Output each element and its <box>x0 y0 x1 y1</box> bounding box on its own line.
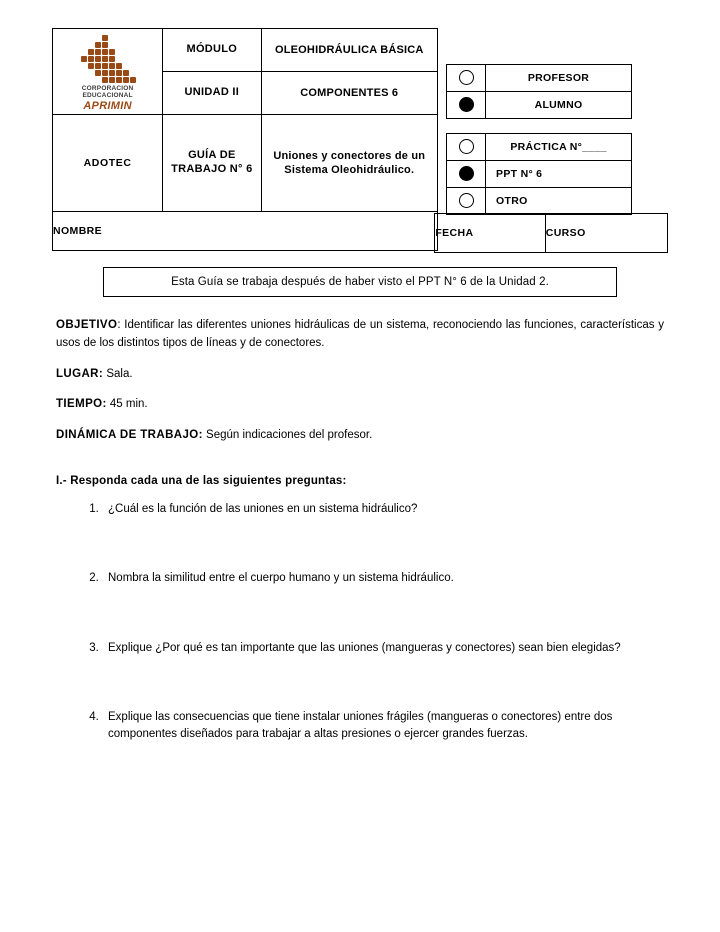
role-option-row[interactable] <box>447 92 632 119</box>
nombre-field[interactable]: NOMBRE <box>53 212 438 251</box>
unidad-value: COMPONENTES 6 <box>261 72 438 115</box>
type-option-table <box>446 133 632 215</box>
aprimin-logo-icon <box>81 35 135 83</box>
logo-line3: APRIMIN <box>83 99 132 112</box>
role-option-row[interactable] <box>447 65 632 92</box>
type-option-marker-ppt[interactable] <box>447 161 486 188</box>
list-item: 4. Explique las consecuencias que tiene instalar uniones frágiles (mangueras o conectores) entre dos componentes diseñados para trabajar a altas presiones o ejercer grandes fuerzas. <box>102 709 664 744</box>
dinamica-paragraph <box>56 427 664 445</box>
lugar-text: Sala. <box>103 367 133 380</box>
list-item: 1. ¿Cuál es la función de las uniones en un sistema hidráulico? <box>102 501 664 518</box>
logo-line2: EDUCACIONAL <box>82 92 133 100</box>
type-option-label-practica: PRÁCTICA N°____ <box>486 134 632 161</box>
role-option-marker-professor[interactable] <box>447 65 486 92</box>
objetivo-text: : Identificar las diferentes uniones hidráulicas de un sistema, reconociendo las funciones, características y usos de los distintos tipos de líneas y de conectores. <box>56 319 664 349</box>
logo-line1: CORPORACION <box>81 85 134 92</box>
questions-list <box>56 501 664 743</box>
tiempo-text: 45 min. <box>106 398 148 411</box>
role-option-label-professor: PROFESOR <box>486 65 632 92</box>
dinamica-label: DINÁMICA DE TRABAJO: <box>56 429 203 442</box>
unidad-label: UNIDAD II <box>163 72 261 115</box>
fecha-field[interactable]: FECHA <box>435 214 545 253</box>
role-option-label-alumno: ALUMNO <box>486 92 632 119</box>
type-option-row[interactable] <box>447 188 632 215</box>
type-option-label-otro: OTRO <box>486 188 632 215</box>
lugar-label: LUGAR: <box>56 367 104 380</box>
curso-field[interactable]: CURSO <box>545 214 667 253</box>
list-item: 2. Nombra la similitud entre el cuerpo humano y un sistema hidráulico. <box>102 570 664 587</box>
role-option-table <box>446 64 632 119</box>
objetivo-paragraph <box>56 317 664 353</box>
header-bottom-table <box>52 213 668 253</box>
type-option-row[interactable] <box>447 161 632 188</box>
type-option-label-ppt: PPT N° 6 <box>486 161 632 188</box>
guia-label: GUÍA DE TRABAJO N° 6 <box>163 115 261 212</box>
body-content <box>52 317 668 743</box>
list-item: 3. Explique ¿Por qué es tan importante que las uniones (mangueras y conectores) sean bien elegidas? <box>102 640 664 657</box>
modulo-value: OLEOHIDRÁULICA BÁSICA <box>261 29 438 72</box>
objetivo-label: OBJETIVO <box>56 319 118 332</box>
type-option-row[interactable] <box>447 134 632 161</box>
tiempo-label: TIEMPO: <box>56 398 107 411</box>
note-box: Esta Guía se trabaja después de haber visto el PPT N° 6 de la Unidad 2. <box>103 267 617 297</box>
type-option-marker-practica[interactable] <box>447 134 486 161</box>
dinamica-text: Según indicaciones del profesor. <box>202 429 373 442</box>
lugar-paragraph <box>56 366 664 384</box>
guia-value: Uniones y conectores de un Sistema Oleohidráulico. <box>261 115 438 212</box>
adotec-label: ADOTEC <box>53 115 163 212</box>
role-option-marker-alumno[interactable] <box>447 92 486 119</box>
logo-cell <box>53 29 163 115</box>
modulo-label: MÓDULO <box>163 29 261 72</box>
tiempo-paragraph <box>56 396 664 414</box>
type-option-marker-otro[interactable] <box>447 188 486 215</box>
section-title: I.- Responda cada una de las siguientes preguntas: <box>56 475 347 488</box>
